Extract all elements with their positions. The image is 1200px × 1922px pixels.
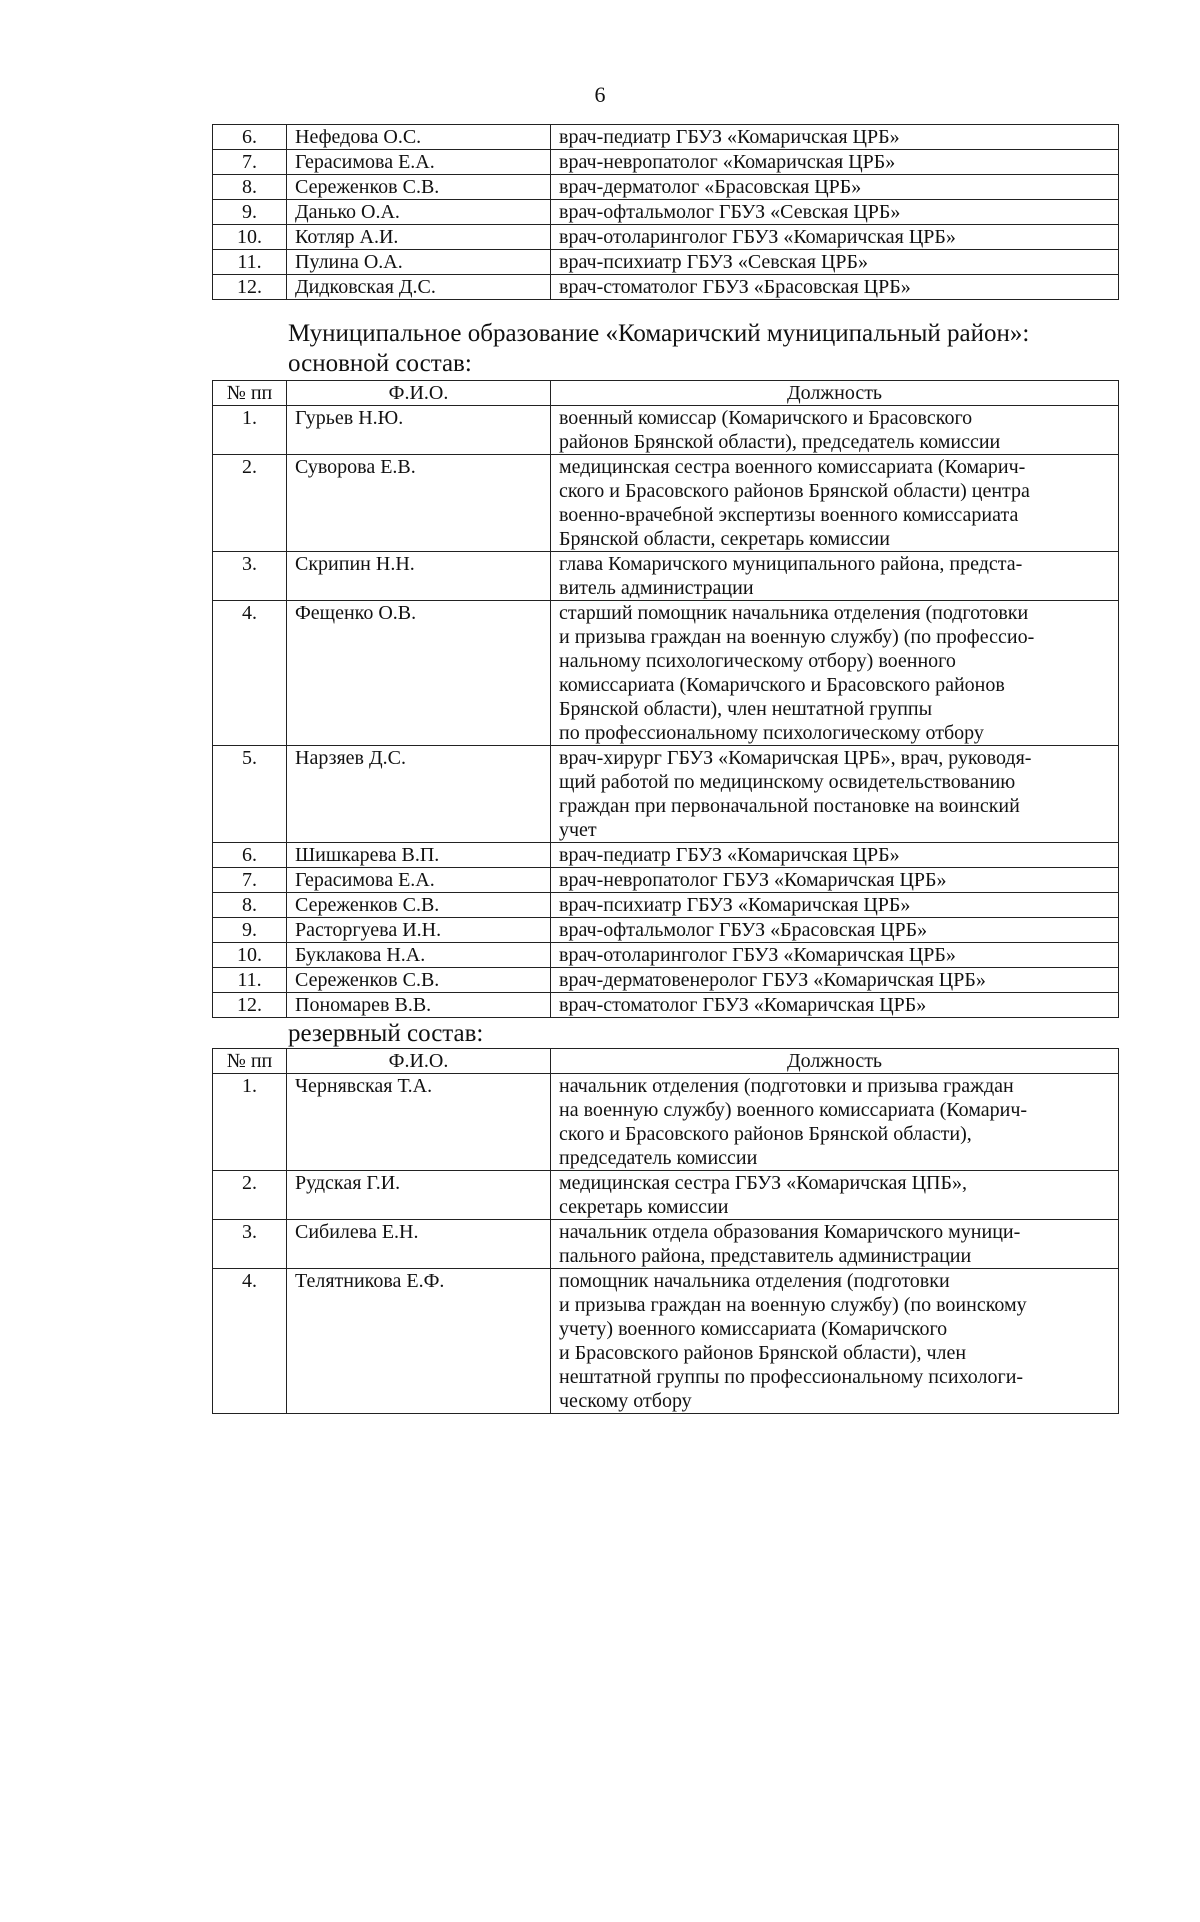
table-row [213,1171,1119,1220]
person-position: глава Комаричского муниципального района, предста- витель администрации [551,552,1119,601]
row-number: 2. [213,455,287,552]
person-position: врач-педиатр ГБУЗ «Комаричская ЦРБ» [551,843,1119,868]
table-row [213,943,1119,968]
person-name: Чернявская Т.А. [287,1074,551,1171]
person-name: Телятникова Е.Ф. [287,1269,551,1414]
table-row [213,225,1119,250]
person-name: Котляр А.И. [287,225,551,250]
page-number: 6 [594,82,606,107]
row-number: 9. [213,918,287,943]
person-position: врач-педиатр ГБУЗ «Комаричская ЦРБ» [551,125,1119,150]
row-number: 9. [213,200,287,225]
person-name: Пулина О.А. [287,250,551,275]
table-row [213,175,1119,200]
municipality-heading: Муниципальное образование «Комаричский муниципальный район»: [288,320,1030,347]
row-number: 7. [213,868,287,893]
person-name: Сереженков С.В. [287,175,551,200]
row-number: 10. [213,943,287,968]
person-position: врач-стоматолог ГБУЗ «Комаричская ЦРБ» [551,993,1119,1018]
person-position: врач-дерматолог «Брасовская ЦРБ» [551,175,1119,200]
person-position: врач-невропатолог ГБУЗ «Комаричская ЦРБ» [551,868,1119,893]
row-number: 11. [213,968,287,993]
person-name: Расторгуева И.Н. [287,918,551,943]
person-name: Нарзяев Д.С. [287,746,551,843]
column-header-name: Ф.И.О. [287,381,551,406]
person-position: старший помощник начальника отделения (подготовки и призыва граждан на военную службу) (по профессио- нальному психологическому отбору) военного комиссариата (Комаричского и Брасовского районов Брянской области), член нештатной группы по профессиональному психологическому отбору [551,601,1119,746]
table-row [213,843,1119,868]
row-number: 8. [213,893,287,918]
person-position: военный комиссар (Комаричского и Брасовского районов Брянской области), председатель комиссии [551,406,1119,455]
person-position: помощник начальника отделения (подготовки и призыва граждан на военную службу) (по воинскому учету) военного комиссариата (Комаричского и Брасовского районов Брянской области), член нештатной группы по профессиональному психологи- ческому отбору [551,1269,1119,1414]
person-position: врач-психиатр ГБУЗ «Севская ЦРБ» [551,250,1119,275]
person-name: Скрипин Н.Н. [287,552,551,601]
person-name: Буклакова Н.А. [287,943,551,968]
table-row [213,125,1119,150]
table-row [213,406,1119,455]
person-name: Сибилева Е.Н. [287,1220,551,1269]
column-header-name: Ф.И.О. [287,1049,551,1074]
person-position: начальник отделения (подготовки и призыва граждан на военную службу) военного комиссариата (Комарич- ского и Брасовского районов Брянской области), председатель комиссии [551,1074,1119,1171]
row-number: 6. [213,125,287,150]
row-number: 4. [213,1269,287,1414]
row-number: 6. [213,843,287,868]
continuation-table [212,124,1119,300]
row-number: 8. [213,175,287,200]
row-number: 10. [213,225,287,250]
reserve-composition-table [212,1048,1119,1414]
row-number: 1. [213,406,287,455]
row-number: 12. [213,993,287,1018]
row-number: 1. [213,1074,287,1171]
row-number: 3. [213,552,287,601]
person-name: Шишкарева В.П. [287,843,551,868]
table-row [213,250,1119,275]
person-name: Сереженков С.В. [287,893,551,918]
column-header-position: Должность [551,381,1119,406]
row-number: 3. [213,1220,287,1269]
person-position: врач-стоматолог ГБУЗ «Брасовская ЦРБ» [551,275,1119,300]
row-number: 5. [213,746,287,843]
person-position: врач-отоларинголог ГБУЗ «Комаричская ЦРБ» [551,943,1119,968]
table-row [213,1220,1119,1269]
person-name: Герасимова Е.А. [287,150,551,175]
person-name: Гурьев Н.Ю. [287,406,551,455]
person-position: врач-офтальмолог ГБУЗ «Брасовская ЦРБ» [551,918,1119,943]
person-position: врач-отоларинголог ГБУЗ «Комаричская ЦРБ» [551,225,1119,250]
table-row [213,1074,1119,1171]
table-row [213,150,1119,175]
person-name: Герасимова Е.А. [287,868,551,893]
person-position: врач-хирург ГБУЗ «Комаричская ЦРБ», врач, руководя- щий работой по медицинскому освидетельствованию граждан при первоначальной постановке на воинский учет [551,746,1119,843]
row-number: 7. [213,150,287,175]
row-number: 2. [213,1171,287,1220]
table-row [213,455,1119,552]
person-name: Данько О.А. [287,200,551,225]
column-header-position: Должность [551,1049,1119,1074]
table-header-row [213,381,1119,406]
person-position: врач-психиатр ГБУЗ «Комаричская ЦРБ» [551,893,1119,918]
row-number: 11. [213,250,287,275]
person-position: медицинская сестра военного комиссариата (Комарич- ского и Брасовского районов Брянской области) центра военно-врачебной экспертизы военного комиссариата Брянской области, секретарь комиссии [551,455,1119,552]
person-position: врач-невропатолог «Комаричская ЦРБ» [551,150,1119,175]
table-row [213,275,1119,300]
table-row [213,868,1119,893]
table-row [213,993,1119,1018]
person-name: Пономарев В.В. [287,993,551,1018]
person-name: Суворова Е.В. [287,455,551,552]
person-position: начальник отдела образования Комаричского муници- пального района, представитель администрации [551,1220,1119,1269]
table-row [213,918,1119,943]
person-position: врач-офтальмолог ГБУЗ «Севская ЦРБ» [551,200,1119,225]
row-number: 12. [213,275,287,300]
person-name: Нефедова О.С. [287,125,551,150]
person-name: Сереженков С.В. [287,968,551,993]
table-row [213,200,1119,225]
person-position: врач-дерматовенеролог ГБУЗ «Комаричская ЦРБ» [551,968,1119,993]
main-composition-heading: основной состав: [288,350,472,377]
table-row [213,746,1119,843]
table-row [213,893,1119,918]
table-header-row [213,1049,1119,1074]
table-row [213,968,1119,993]
person-name: Фещенко О.В. [287,601,551,746]
column-header-num: № пп [213,381,287,406]
person-name: Дидковская Д.С. [287,275,551,300]
reserve-composition-heading: резервный состав: [288,1020,484,1047]
table-row [213,1269,1119,1414]
table-row [213,552,1119,601]
column-header-num: № пп [213,1049,287,1074]
person-position: медицинская сестра ГБУЗ «Комаричская ЦПБ», секретарь комиссии [551,1171,1119,1220]
main-composition-table [212,380,1119,1018]
row-number: 4. [213,601,287,746]
table-row [213,601,1119,746]
person-name: Рудская Г.И. [287,1171,551,1220]
